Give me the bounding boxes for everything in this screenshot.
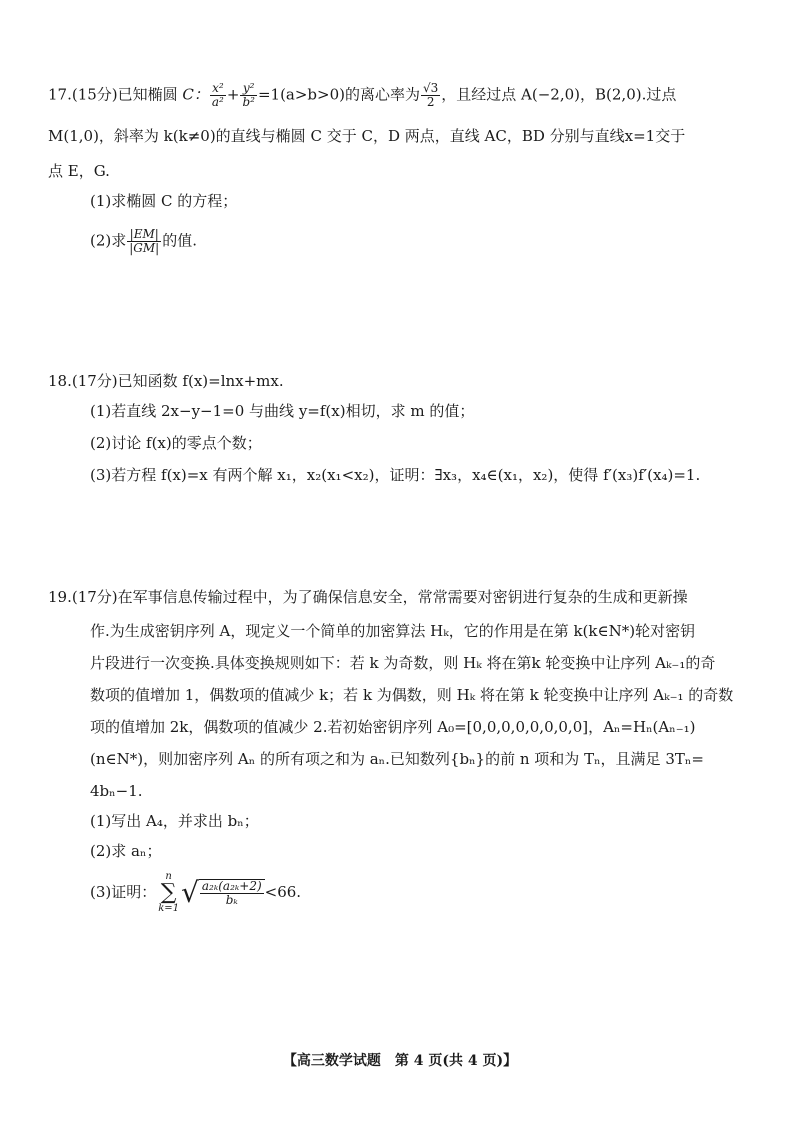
q19-line-6: (n∈N*)，则加密序列 Aₙ 的所有项之和为 aₙ.已知数列{bₙ}的前 n 项和为 Tₙ，且满足 3Tₙ=	[90, 750, 704, 768]
q19-sqrt-frac: $\frac{\text{a₂ₖ(a₂ₖ+2)}}{\text{bₖ}}$	[201, 879, 262, 907]
q18-part-2: (2)讨论 f(x)的零点个数；	[90, 434, 262, 452]
q18-line-1: 18.(17分)已知函数 f(x)=lnx+mx.	[48, 372, 284, 390]
q19-line-4: 数项的值增加 1，偶数项的值减少 k；若 k 为偶数，则 Hₖ 将在第 k 轮变换中让序列 Aₖ₋₁ 的奇数	[90, 686, 734, 704]
q19-line-1: 19.(17分)在军事信息传输过程中，为了确保信息安全，常常需要对密钥进行复杂的生成和更新操	[48, 588, 688, 606]
q19-line-3: 片段进行一次变换.具体变换规则如下：若 k 为奇数，则 Hₖ 将在第k 轮变换中让序列 Aₖ₋₁的奇	[90, 654, 716, 672]
q19-sqrt: √ $\frac{\text{a₂ₖ(a₂ₖ+2)}}{\text{bₖ}}$	[181, 879, 265, 907]
q19-line-7: 4bₙ−1.	[90, 782, 143, 800]
q18-part-1: (1)若直线 2x−y−1=0 与曲线 y=f(x)相切，求 m 的值；	[90, 402, 475, 420]
q17-frac-x: $\frac{\text{x²}}{\text{a²}}$	[211, 81, 224, 109]
q19-line-5: 项的值增加 2k，偶数项的值减少 2.若初始密钥序列 A₀=[0,0,0,0,0,0,0,0]，Aₙ=Hₙ(Aₙ₋₁)	[90, 718, 696, 736]
q17-eccentricity: $\frac{√3}{2}$	[423, 81, 439, 109]
q17-ellipse-label: C：	[182, 85, 209, 104]
q18-part-3: (3)若方程 f(x)=x 有两个解 x₁，x₂(x₁<x₂)，证明：∃x₃，x₄∈(x₁，x₂)，使得 f′(x₃)f′(x₄)=1.	[90, 466, 701, 484]
q17-text: 17.(15分)已知椭圆	[48, 85, 183, 104]
q19-part-1: (1)写出 A₄，并求出 bₙ；	[90, 812, 259, 830]
page-footer: 【高三数学试题 第 4 页(共 4 页)】	[282, 1053, 518, 1069]
q17-line-1: 17.(15分)已知椭圆 C： $\frac{\text{x²}}{\text{a²}}$ + $\frac{\text{y²}}{\text{b²}}$ =1(a>b>0)的离心率为 $\frac{√3}{2}$ ，且经过点 A(−2,0)，B(2,0).过点	[48, 81, 677, 109]
q17-text-3: ，且经过点 A(−2,0)，B(2,0).过点	[441, 85, 677, 104]
q17-frac-y: $\frac{\text{y²}}{\text{b²}}$	[242, 81, 255, 109]
q17-line-3: 点 E，G.	[48, 162, 110, 180]
q19-line-2: 作.为生成密钥序列 A，现定义一个简单的加密算法 Hₖ，它的作用是在第 k(k∈N*)轮对密钥	[90, 622, 696, 640]
q19-part-3: (3)证明：n ∑ k=1√ $\frac{\text{a₂ₖ(a₂ₖ+2)}}{\text{bₖ}}$ <66.	[90, 871, 302, 914]
q17-text-2: =1(a>b>0)的离心率为	[257, 85, 420, 104]
q17-ratio-frac: $\frac{|EM|}{|GM|}$	[129, 227, 160, 255]
q17-part-2: (2)求 $\frac{|EM|}{|GM|}$ 的值.	[90, 227, 197, 255]
q19-part-2: (2)求 aₙ；	[90, 842, 162, 860]
q17-line-2: M(1,0)，斜率为 k(k≠0)的直线与椭圆 C 交于 C，D 两点，直线 AC，BD 分别与直线x=1交于	[48, 127, 686, 145]
q19-sum-symbol: n ∑ k=1	[158, 871, 180, 914]
q17-part-1: (1)求椭圆 C 的方程；	[90, 192, 238, 210]
